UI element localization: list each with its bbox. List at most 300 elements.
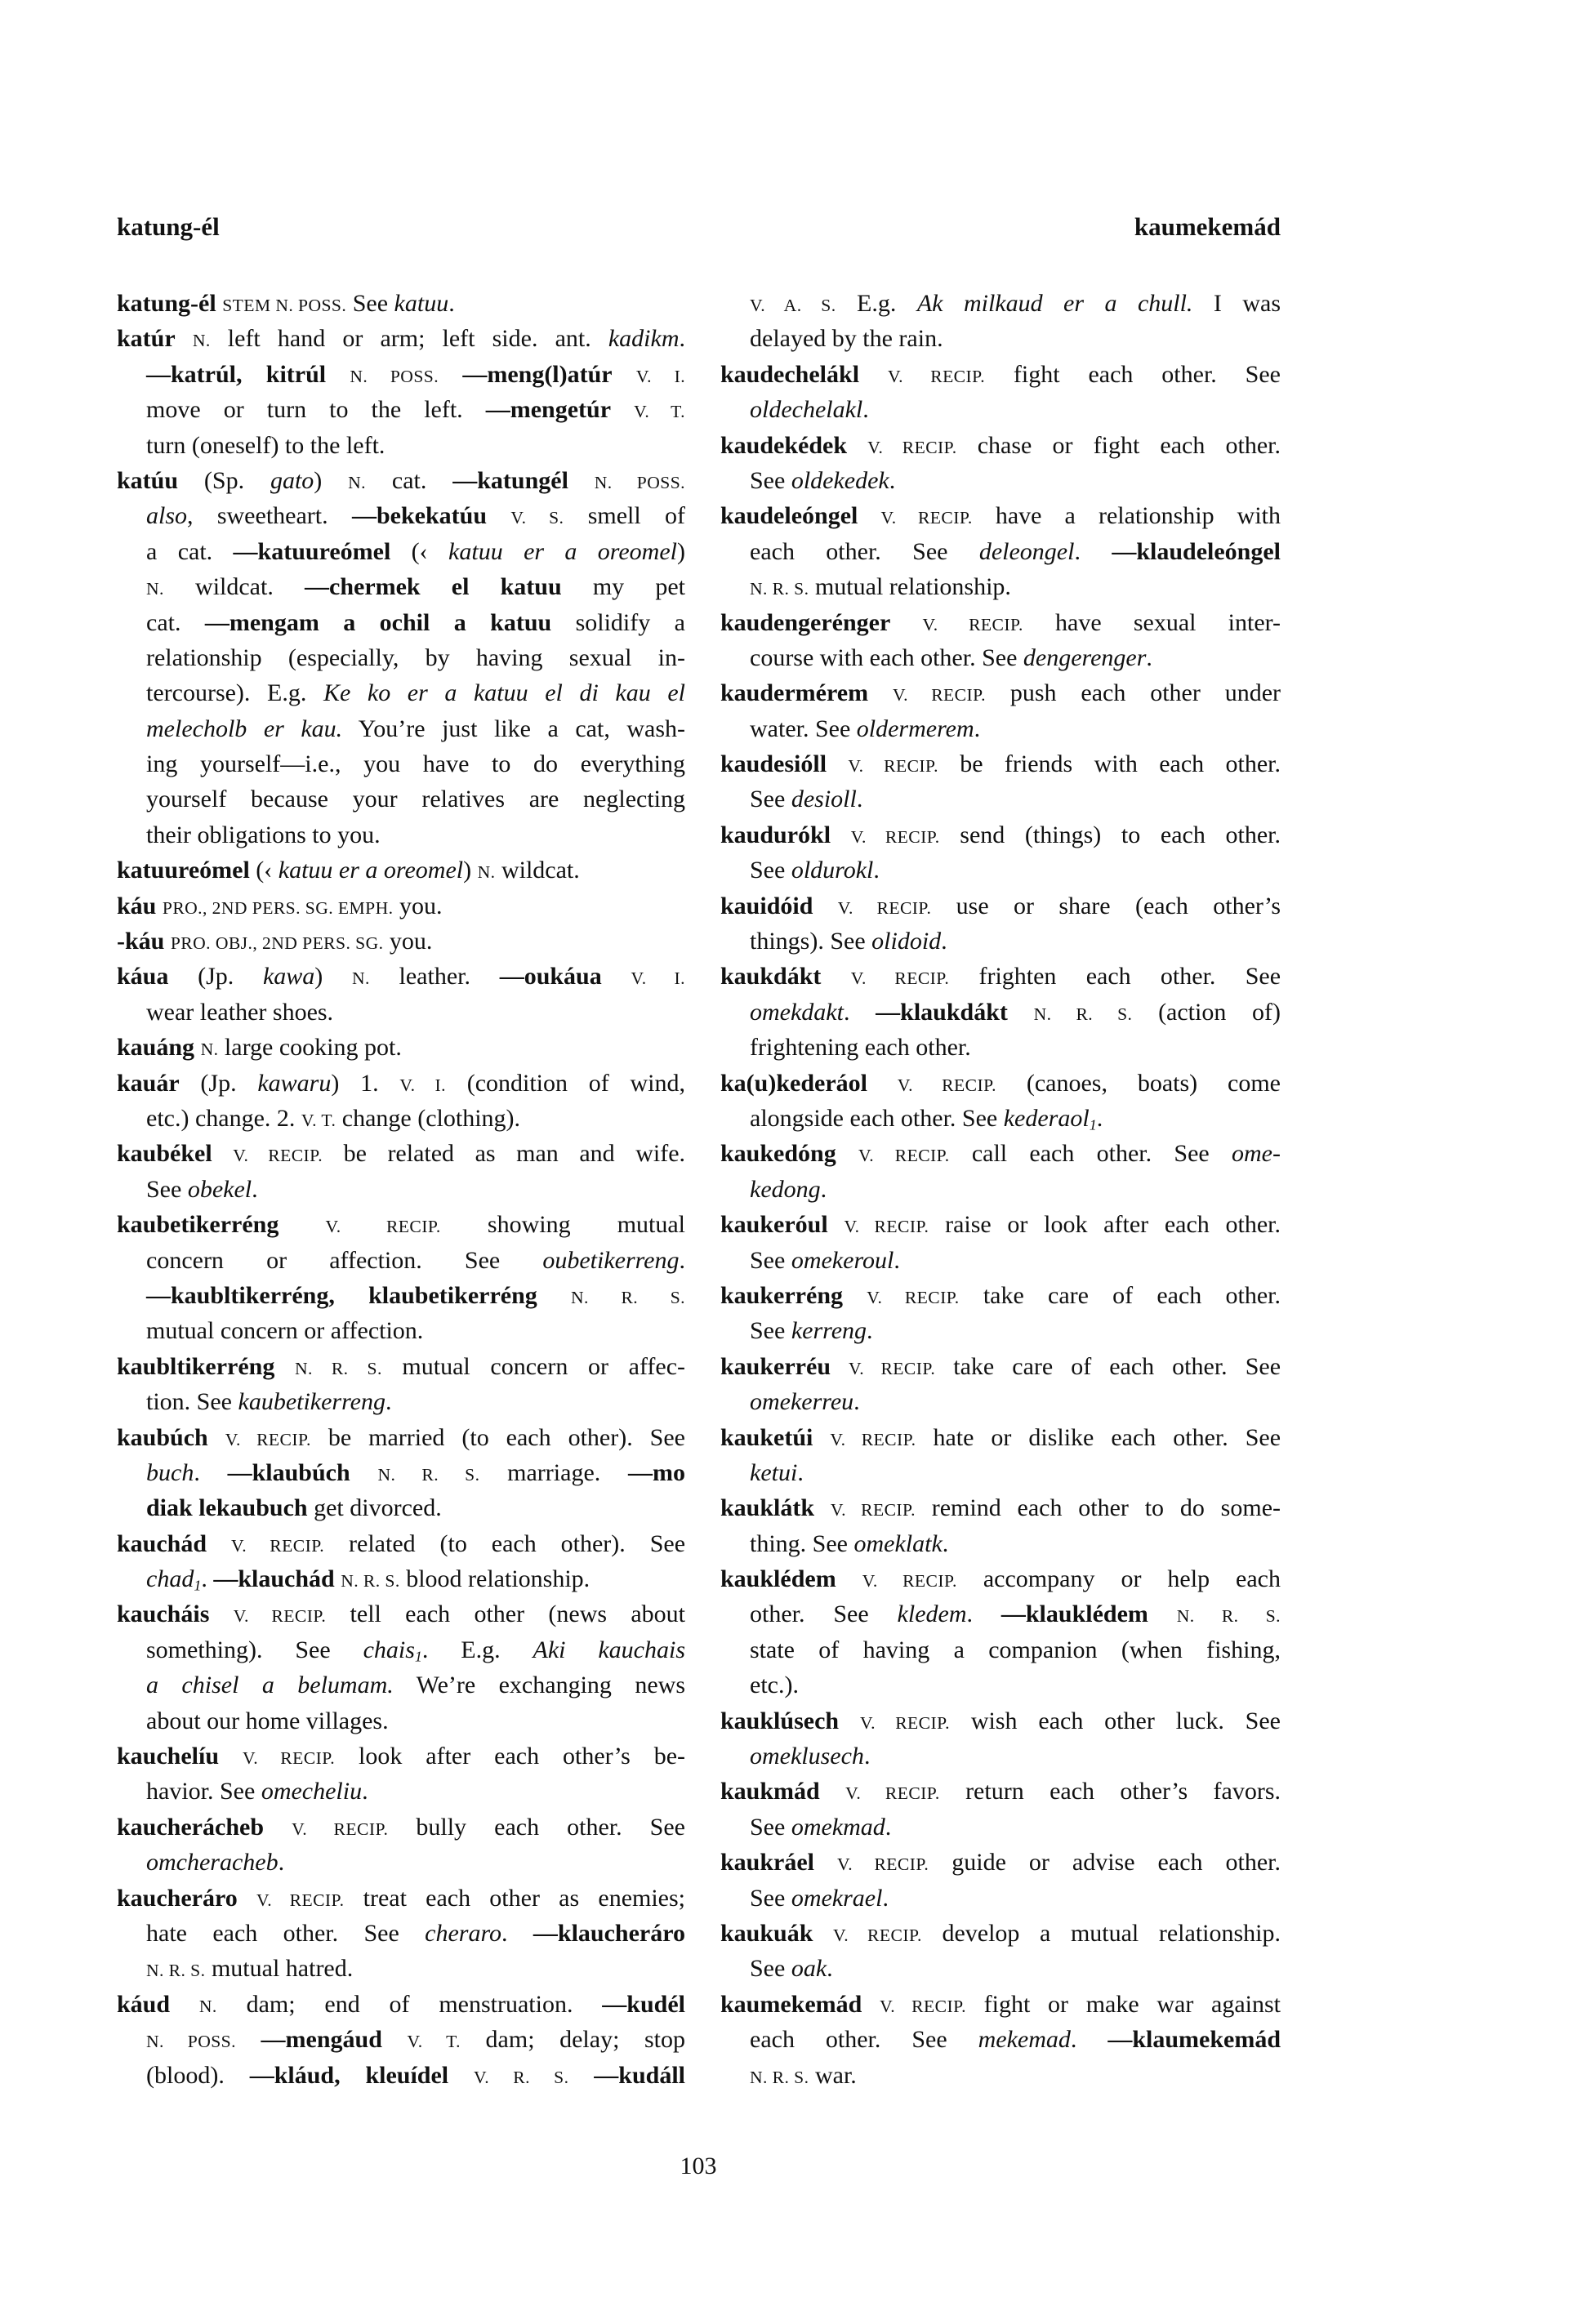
entry-line-text (720, 1420, 1281, 1458)
entry-line (720, 357, 1281, 392)
grammar-label: V. RECIP. (830, 1500, 916, 1520)
definition-text: . (1070, 2026, 1108, 2054)
definition-text (568, 2062, 594, 2089)
entry-line-text (750, 1810, 891, 1845)
definition-text: solidify a (551, 608, 685, 636)
definition-text: large cooking pot. (218, 1034, 402, 1062)
entry-line (720, 2022, 1281, 2057)
entry-line (117, 1349, 685, 1384)
entry-line-text (750, 2058, 857, 2095)
definition-text: . (1146, 643, 1152, 671)
grammar-label: N. (146, 579, 164, 599)
definition-text: cat. (146, 608, 205, 636)
entry-line (720, 1101, 1281, 1136)
italic-text: omcheracheb (146, 1849, 279, 1877)
dictionary-entry (720, 1420, 1281, 1491)
definition-text: . (885, 1813, 892, 1841)
entry-line-text (720, 1703, 1281, 1741)
definition-text: havior. See (146, 1778, 261, 1805)
entry-line-text (117, 1810, 685, 1847)
definition-text: thing. See (750, 1529, 854, 1557)
entry-line (720, 392, 1281, 427)
entry-line (720, 1561, 1281, 1596)
entry-line (720, 746, 1281, 781)
headword-text: katung-él (117, 290, 216, 317)
definition-text (326, 361, 350, 388)
grammar-label: V. RECIP. (880, 1996, 966, 2016)
entry-line-text (146, 746, 685, 781)
entry-line (117, 853, 685, 888)
definition-text (219, 1743, 243, 1770)
definition-text (813, 1424, 830, 1451)
grammar-label: V. RECIP. (850, 826, 940, 847)
grammar-label: V. RECIP. (242, 1748, 336, 1769)
entry-line-text (750, 1526, 948, 1561)
headword-text: kauchád (117, 1529, 207, 1557)
definition-text: get divorced. (307, 1494, 442, 1522)
entry-line (720, 1774, 1281, 1809)
entry-line (720, 534, 1281, 569)
definition-text: turn (oneself) to the left. (146, 431, 385, 459)
headword-text: kaudeleóngel (720, 502, 858, 530)
grammar-label: V. RECIP. (837, 897, 932, 918)
definition-text: . (873, 857, 880, 884)
grammar-label: V. RECIP. (233, 1146, 323, 1166)
definition-text: my pet (561, 573, 685, 601)
grammar-label: V. RECIP. (848, 756, 938, 777)
headword-text: káua (117, 963, 169, 991)
dictionary-entry (117, 321, 685, 463)
entry-line (117, 534, 685, 569)
grammar-label: N. R. S. (377, 1464, 480, 1485)
definition-text: return each other’s favors. (939, 1778, 1281, 1805)
entry-line (720, 1951, 1281, 1986)
entry-line-text (146, 995, 333, 1030)
entry-line-text (146, 498, 685, 536)
definition-text: See (750, 1955, 791, 1983)
entry-line (720, 1420, 1281, 1455)
italic-text: chad (146, 1565, 194, 1593)
definition-text: hate each other. See (146, 1919, 426, 1947)
entry-line (117, 1632, 685, 1667)
entry-line-text (720, 1066, 1281, 1103)
entry-line-text (720, 1349, 1281, 1387)
entry-line-text (146, 2058, 685, 2095)
definition-text (814, 1494, 831, 1521)
entry-line-text (750, 1313, 873, 1348)
definition-text: See (146, 1175, 188, 1203)
definition-text: change (clothing). (336, 1104, 521, 1132)
definition-text: something). See (146, 1636, 363, 1663)
entry-line-text (750, 321, 943, 356)
entry-line-text (117, 924, 432, 961)
entry-line (720, 1916, 1281, 1951)
definition-text: treat each other as enemies; (344, 1884, 685, 1912)
headword-text: kaukuák (720, 1919, 813, 1947)
dictionary-entry (117, 1349, 685, 1420)
entry-line (720, 286, 1281, 321)
definition-text (858, 502, 880, 529)
definition-text: etc.). (750, 1672, 799, 1699)
grammar-label: V. RECIP. (233, 1606, 327, 1627)
italic-text: omekdakt (750, 998, 844, 1026)
entry-line-text (750, 1667, 799, 1703)
entry-line-text (117, 1207, 685, 1244)
definition-text: We’re exchanging news (393, 1672, 685, 1699)
definition-text: hate or dislike each other. See (916, 1423, 1281, 1451)
dictionary-entry (117, 1207, 685, 1349)
entry-line-text (146, 1455, 685, 1493)
definition-text: state of having a companion (when fishing, (750, 1636, 1281, 1663)
headword-text: —oukáua (499, 963, 602, 991)
definition-text: (Jp. (179, 1069, 258, 1097)
entry-line-text (750, 995, 1281, 1032)
definition-text: . (894, 1246, 900, 1274)
italic-text: Aki kauchais (533, 1636, 685, 1663)
definition-text: . (827, 1955, 833, 1983)
definition-text (831, 821, 851, 848)
entry-line-text (720, 605, 1281, 643)
definition-text: . E.g. (421, 1636, 533, 1663)
italic-text: omekrael (791, 1884, 883, 1912)
headword-text: kauklédem (720, 1565, 836, 1593)
italic-text: omekerreu (750, 1388, 854, 1416)
definition-text (194, 1034, 201, 1061)
dictionary-entry (720, 1703, 1281, 1774)
entry-line-text (146, 2022, 685, 2059)
definition-text: I was (1192, 290, 1281, 317)
headword-text: káu (117, 892, 157, 919)
definition-text: water. See (750, 715, 857, 742)
definition-text: concern or affection. See (146, 1246, 543, 1274)
definition-text (868, 679, 893, 706)
grammar-label: V. RECIP. (837, 1854, 929, 1875)
definition-text: See (346, 290, 394, 317)
grammar-label: PRO., 2ND PERS. SG. EMPH. (162, 897, 394, 918)
headword-text: —klauchád (213, 1565, 335, 1593)
definition-text: accompany or help each (956, 1565, 1281, 1593)
headword-text: kauidóid (720, 892, 813, 919)
dictionary-entry (720, 1136, 1281, 1207)
definition-text: each other. See (750, 537, 979, 565)
entry-line (117, 1490, 685, 1525)
headword-text: kaukráel (720, 1849, 815, 1877)
definition-text: push each other under (986, 679, 1281, 707)
italic-text: deleongel (978, 537, 1075, 565)
entry-line-text (750, 286, 1281, 323)
definition-text: have sexual inter- (1023, 608, 1281, 636)
headword-text: kaubékel (117, 1140, 212, 1168)
definition-text (164, 928, 171, 955)
dictionary-entry (117, 1526, 685, 1597)
italic-text: kederaol (1003, 1104, 1090, 1132)
entry-line-text (750, 1739, 870, 1774)
definition-text (828, 1211, 845, 1238)
definition-text (843, 1282, 867, 1309)
definition-text: . (194, 1458, 228, 1486)
headword-text: kaudekédek (720, 431, 848, 459)
entry-line (117, 995, 685, 1030)
grammar-label: N. R. S. (1033, 1004, 1133, 1024)
definition-text (602, 963, 631, 990)
definition-text: tercourse). E.g. (146, 679, 323, 707)
definition-text (821, 963, 850, 990)
definition-text: (canoes, boats) come (996, 1069, 1281, 1097)
entry-line-text (720, 498, 1281, 536)
definition-text: delayed by the rain. (750, 325, 943, 353)
entry-line (720, 1703, 1281, 1739)
headword-text: —klaudeleóngel (1112, 537, 1281, 565)
definition-text (827, 750, 848, 777)
dictionary-entry (117, 1030, 685, 1065)
entry-line (720, 498, 1281, 533)
dictionary-entry (117, 1596, 685, 1739)
headword-text: kaudesióll (720, 750, 827, 778)
headword-text: —chermek el katuu (305, 573, 562, 601)
entry-line (117, 1881, 685, 1916)
definition-text: See (750, 1317, 791, 1345)
italic-text: katuu (394, 290, 449, 317)
headword-text: kaukerréu (720, 1352, 831, 1380)
left-column (117, 286, 685, 2093)
entry-line (117, 888, 685, 924)
headword-text: —meng(l)atúr (462, 360, 613, 388)
entry-line (720, 1632, 1281, 1667)
entry-line (720, 569, 1281, 604)
entry-line-text (146, 569, 685, 607)
grammar-label: V. RECIP. (225, 1429, 311, 1449)
definition-text: move or turn to the left. (146, 396, 486, 424)
definition-text (207, 1530, 231, 1557)
entry-line (117, 428, 685, 463)
entry-line-text (750, 640, 1152, 675)
grammar-label: V. T. (301, 1110, 336, 1130)
entry-line (117, 2058, 685, 2093)
definition-text: See (750, 1246, 791, 1274)
entry-line (117, 1030, 685, 1065)
entry-line (117, 675, 685, 710)
grammar-label: V. RECIP. (849, 1358, 936, 1378)
definition-text: marriage. (479, 1458, 629, 1486)
grammar-label: STEM N. POSS. (222, 296, 347, 315)
italic-text: omekeroul (791, 1246, 894, 1274)
entry-line (117, 1951, 685, 1986)
headword-text: kaubetikerréng (117, 1211, 279, 1239)
entry-line-text (720, 746, 1281, 784)
dictionary-entry (720, 1349, 1281, 1420)
entry-line (720, 1526, 1281, 1561)
grammar-label: V. RECIP. (880, 508, 973, 528)
definition-text (813, 1920, 833, 1947)
entry-line-text (750, 463, 895, 498)
definition-text (813, 893, 837, 919)
definition-text (831, 1353, 849, 1380)
grammar-label: V. T. (634, 402, 686, 422)
definition-text: send (things) to each other. (939, 821, 1281, 848)
grammar-label: N. POSS. (146, 2032, 236, 2052)
dictionary-entry (117, 1136, 685, 1207)
grammar-label: V. RECIP. (292, 1819, 389, 1839)
definition-text: mutual concern or affection. (146, 1317, 424, 1345)
italic-text: oldekedek (791, 466, 889, 494)
entry-line (117, 1667, 685, 1703)
grammar-label: V. RECIP. (897, 1075, 996, 1095)
entry-line-text (750, 1172, 827, 1207)
entry-line-text (146, 1278, 685, 1316)
grammar-label: V. A. S. (750, 296, 836, 315)
entry-line-text (117, 1881, 685, 1918)
entry-line-text (720, 1916, 1281, 1953)
headword-text: kaudechelákl (720, 360, 860, 388)
definition-text (487, 502, 510, 529)
dictionary-entry (720, 675, 1281, 746)
entry-line (117, 1561, 685, 1596)
headword-text: —klauklédem (1001, 1601, 1148, 1628)
definition-text: call each other. See (949, 1140, 1232, 1168)
italic-text: chais (363, 1636, 415, 1663)
entry-line-text (750, 781, 862, 817)
dictionary-entry (720, 1066, 1281, 1137)
entry-line (117, 498, 685, 533)
headword-text: kaudengerénger (720, 608, 891, 636)
entry-line-text (117, 463, 685, 501)
entry-line (720, 1596, 1281, 1632)
dictionary-entry (720, 1845, 1281, 1916)
entry-line (720, 428, 1281, 463)
entry-line (117, 1810, 685, 1845)
subscript-number: 1 (194, 1577, 202, 1594)
grammar-label: V. RECIP. (867, 1287, 960, 1307)
grammar-label: V. R. S. (474, 2067, 569, 2087)
definition-text: tion. See (146, 1388, 238, 1416)
definition-text: . (867, 1317, 873, 1345)
headword-text: kaucherácheb (117, 1813, 264, 1841)
definition-text: . (941, 928, 947, 955)
entry-line (117, 711, 685, 746)
entry-line (117, 1243, 685, 1278)
entry-line-text (750, 853, 880, 888)
headword-text: katuureómel (117, 857, 250, 884)
definition-text: You’re just like a cat, wash- (342, 715, 685, 742)
definition-text: etc.) change. 2. (146, 1104, 301, 1132)
entry-line-text (750, 1455, 804, 1490)
entry-line-text (750, 711, 980, 746)
entry-line-text (750, 2022, 1281, 2057)
italic-text: katuu er a oreomel (448, 537, 677, 565)
definition-text: wish each other luck. See (950, 1707, 1281, 1734)
entry-line (720, 781, 1281, 817)
entry-line (720, 640, 1281, 675)
headword-text: —katuureómel (233, 537, 391, 565)
italic-text: cheraro (425, 1919, 502, 1947)
headword-text: kaubúch (117, 1423, 208, 1451)
entry-line (117, 817, 685, 853)
definition-text: alongside each other. See (750, 1104, 1004, 1132)
headword-text: kauklátk (720, 1494, 815, 1522)
italic-text: kerreng (791, 1317, 867, 1345)
definition-text (274, 1353, 295, 1380)
entry-line (720, 1455, 1281, 1490)
entry-line (720, 1739, 1281, 1774)
dictionary-entry (117, 286, 685, 321)
definition-text: E.g. (836, 290, 917, 317)
definition-text: , sweetheart. (187, 502, 352, 530)
definition-text: mutual concern or affec- (381, 1352, 686, 1380)
dictionary-entry (720, 286, 1281, 357)
grammar-label: N. R. S. (750, 2067, 809, 2087)
definition-text: ) (677, 537, 685, 565)
definition-text: their obligations to you. (146, 821, 381, 848)
italic-text: mekemad (978, 2026, 1071, 2054)
dictionary-entry (117, 1066, 685, 1137)
entry-line-text (117, 959, 685, 996)
headword-text: —katrúl, kitrúl (146, 360, 327, 388)
grammar-label: V. T. (407, 2032, 461, 2052)
definition-text (537, 1282, 571, 1309)
definition-text (862, 1991, 880, 2018)
headword-text: kaukmád (720, 1778, 820, 1805)
entry-line (720, 1030, 1281, 1065)
definition-text (264, 1814, 292, 1841)
dictionary-entry (720, 959, 1281, 1065)
entry-line (720, 1243, 1281, 1278)
headword-text: —klaumekemád (1107, 2026, 1281, 2054)
entry-line-text (146, 640, 685, 675)
definition-text: (‹ (249, 857, 279, 884)
entry-line (117, 1207, 685, 1242)
entry-line (720, 1490, 1281, 1525)
entry-line-text (117, 286, 455, 323)
definition-text: . (853, 1388, 860, 1416)
definition-text: wildcat. (495, 857, 580, 884)
definition-text (236, 2026, 261, 2053)
grammar-label: N. POSS. (350, 366, 439, 386)
grammar-label: V. RECIP. (325, 1217, 441, 1237)
italic-text: omeklusech (750, 1743, 864, 1770)
entry-line-text (146, 1916, 685, 1951)
entry-line-text (146, 605, 685, 640)
definition-text: related (to each other). See (324, 1529, 686, 1557)
definition-text: . (863, 1743, 871, 1770)
entry-line (117, 1987, 685, 2022)
entry-line (720, 1845, 1281, 1880)
definition-text: dam; delay; stop (460, 2026, 686, 2054)
headword-text: kaudermérem (720, 679, 869, 707)
entry-line (117, 1313, 685, 1348)
definition-text: . (862, 396, 869, 424)
entry-line-text (720, 1136, 1281, 1173)
grammar-label: V. RECIP. (256, 1890, 345, 1910)
definition-text: tell each other (news about (326, 1601, 686, 1628)
definition-text: . (882, 1884, 889, 1912)
headword-text: diak lekaubuch (146, 1494, 308, 1522)
entry-line-text (146, 1490, 442, 1525)
definition-text (1008, 999, 1034, 1026)
entry-line (117, 640, 685, 675)
entry-line-text (117, 1739, 685, 1776)
definition-text (448, 2062, 474, 2089)
entry-line-text (750, 1951, 833, 1986)
entry-line-text (146, 1667, 685, 1703)
entry-line (720, 995, 1281, 1030)
grammar-label: V. RECIP. (867, 437, 957, 457)
definition-text: wear leather shoes. (146, 998, 334, 1026)
grammar-label: N. (351, 968, 370, 989)
dictionary-entry (720, 605, 1281, 676)
definition-text: . (362, 1778, 368, 1805)
definition-text: . (889, 466, 896, 494)
definition-text (839, 1707, 860, 1734)
